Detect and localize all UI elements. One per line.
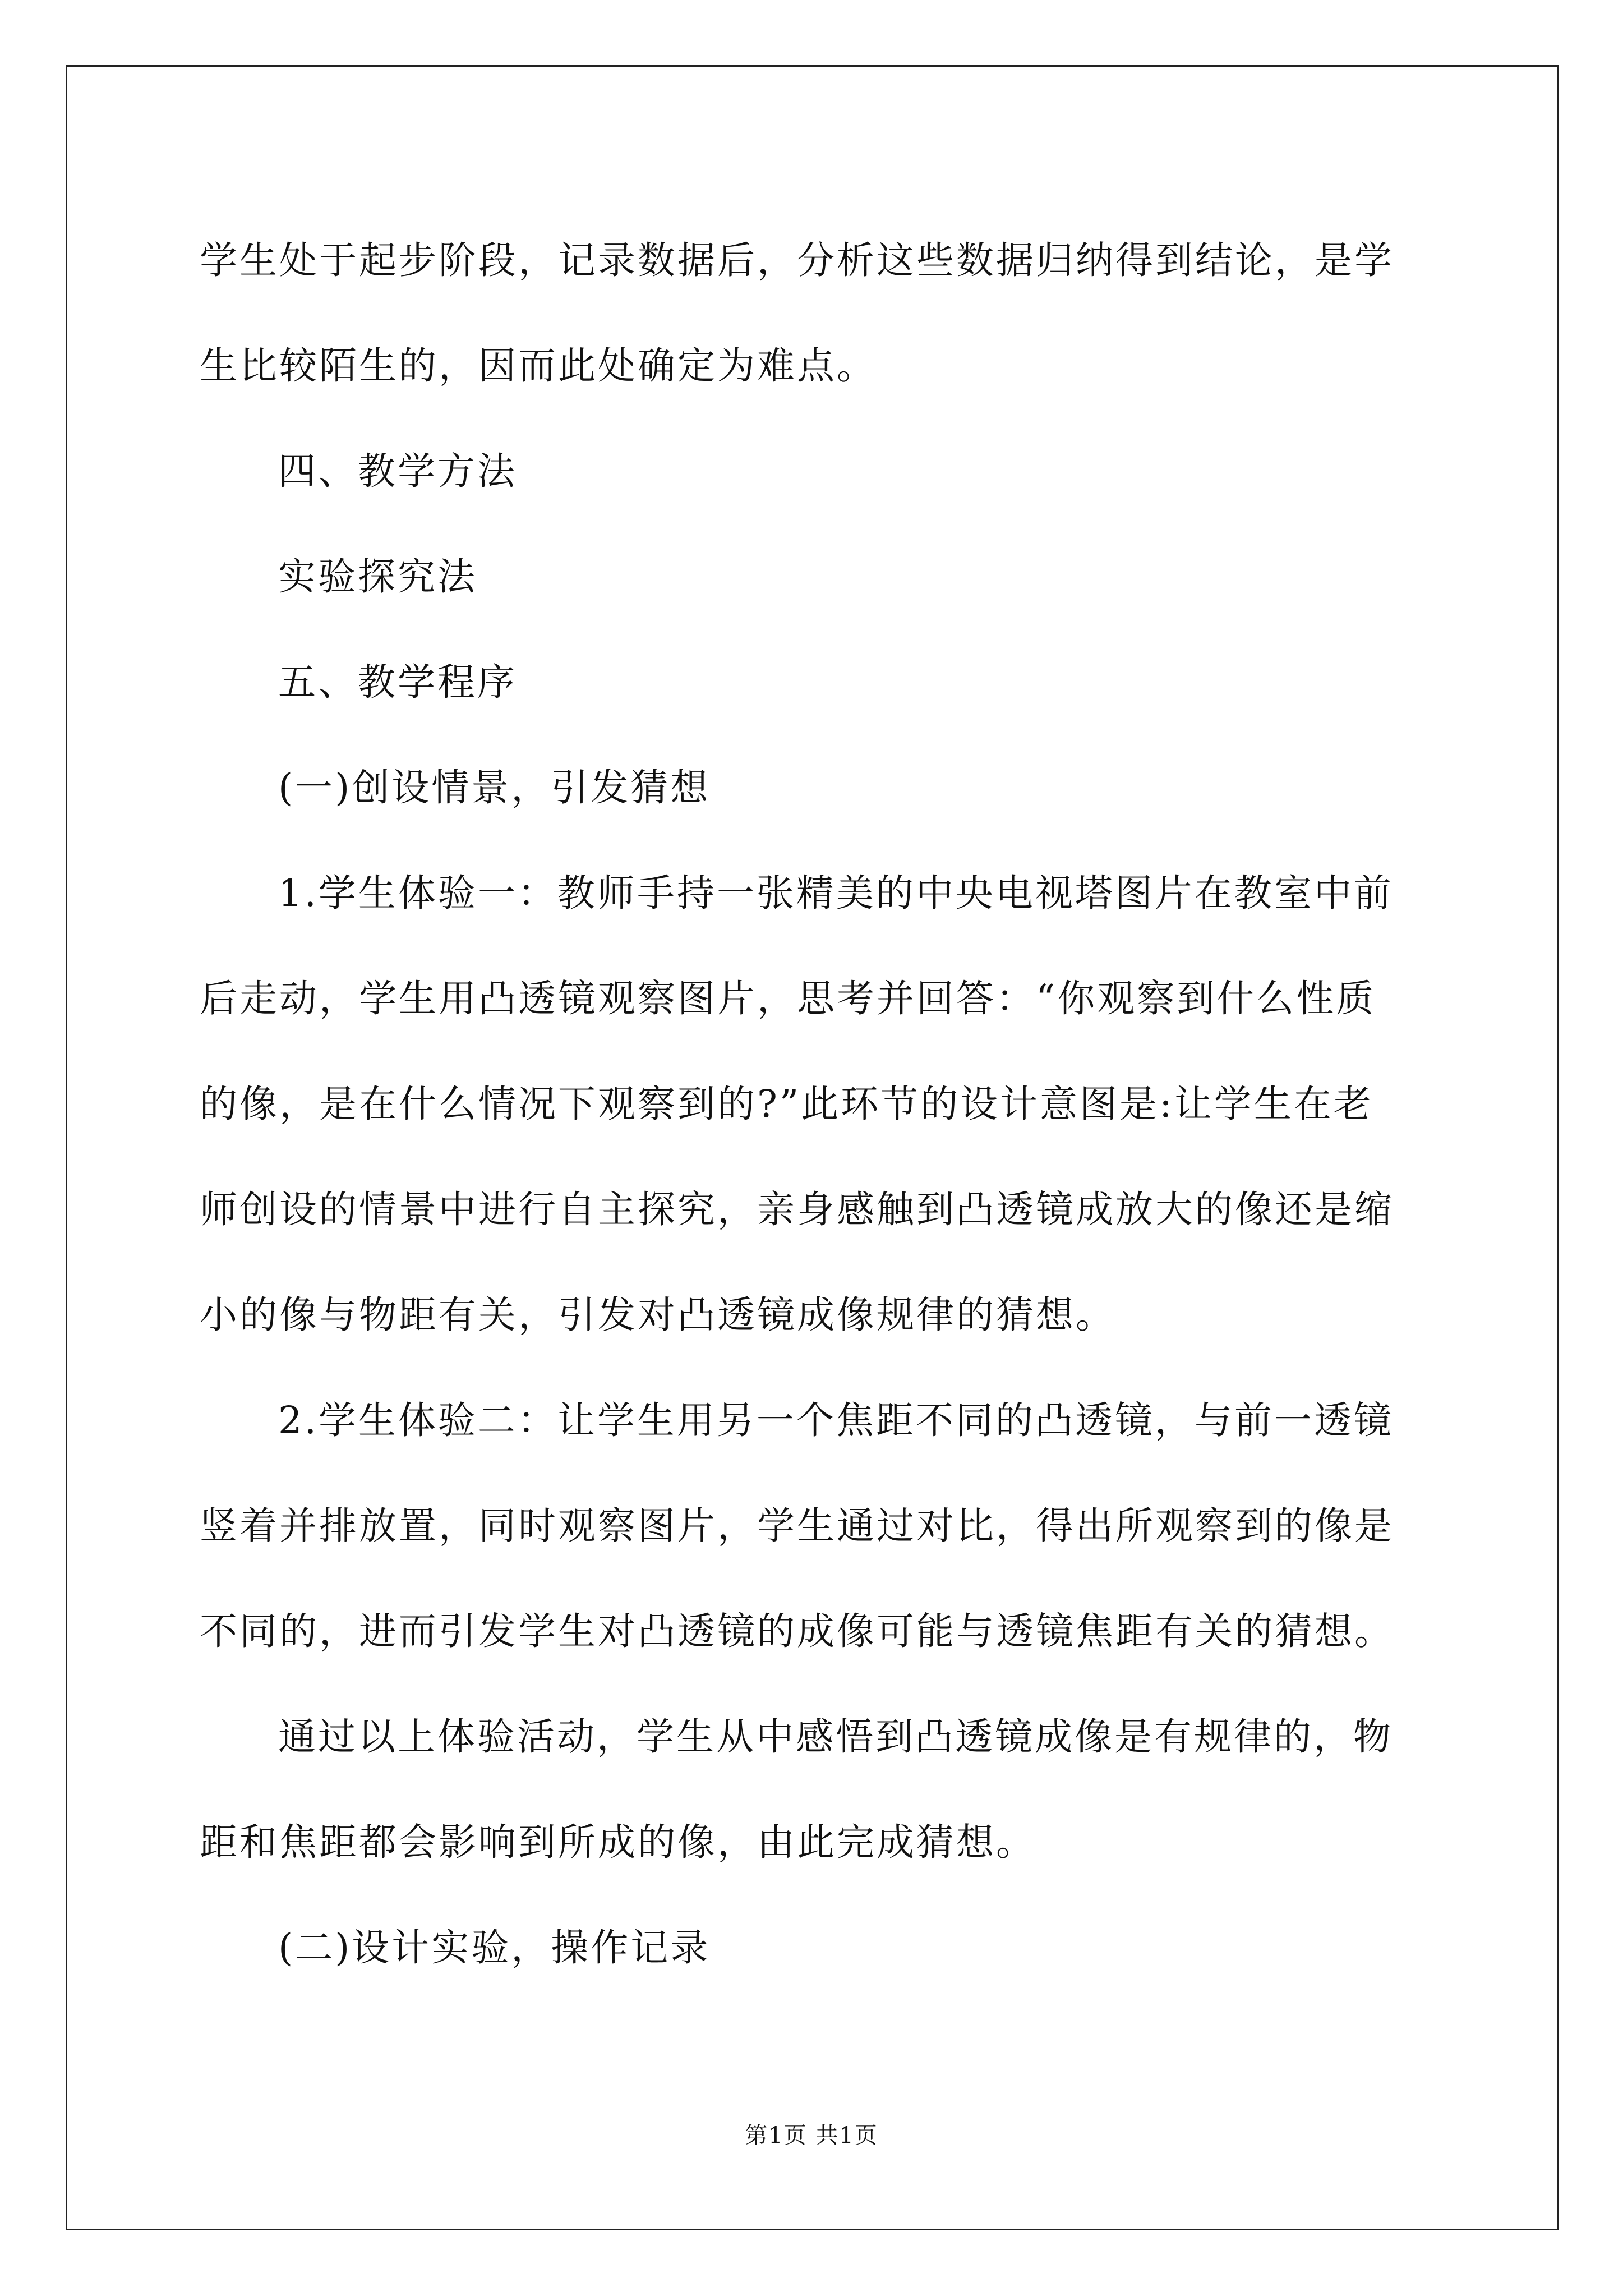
text-line: 不同的，进而引发学生对凸透镜的成像可能与透镜焦距有关的猜想。 bbox=[200, 1609, 1394, 1653]
subsection-heading: (二)设计实验，操作记录 bbox=[278, 1926, 711, 1970]
document-body bbox=[200, 208, 1433, 2000]
page-number-footer: 第1页 共1页 bbox=[745, 2123, 878, 2148]
text-line: 师创设的情景中进行自主探究，亲身感触到凸透镜成放大的像还是缩 bbox=[200, 1188, 1394, 1231]
text-line: 距和焦距都会影响到所成的像，由此完成猜想。 bbox=[200, 1820, 1036, 1864]
subsection-heading: (一)创设情景，引发猜想 bbox=[278, 766, 711, 809]
text-line: 1.学生体验一：教师手持一张精美的中央电视塔图片在教室中前 bbox=[278, 871, 1394, 915]
text-line: 实验探究法 bbox=[278, 555, 477, 599]
text-line: 后走动，学生用凸透镜观察图片，思考并回答：“你观察到什么性质 bbox=[200, 977, 1376, 1020]
section-heading: 五、教学程序 bbox=[278, 660, 517, 704]
text-line: 2.学生体验二：让学生用另一个焦距不同的凸透镜，与前一透镜 bbox=[278, 1398, 1394, 1442]
text-line: 生比较陌生的，因而此处确定为难点。 bbox=[200, 344, 877, 388]
text-line: 通过以上体验活动，学生从中感悟到凸透镜成像是有规律的，物 bbox=[278, 1715, 1393, 1759]
text-line: 的像，是在什么情况下观察到的?”此环节的设计意图是:让学生在老 bbox=[200, 1082, 1373, 1126]
text-line: 小的像与物距有关，引发对凸透镜成像规律的猜想。 bbox=[200, 1293, 1115, 1337]
text-line: 学生处于起步阶段，记录数据后，分析这些数据归纳得到结论，是学 bbox=[200, 238, 1394, 282]
text-line: 竖着并排放置，同时观察图片，学生通过对比，得出所观察到的像是 bbox=[200, 1504, 1394, 1548]
section-heading: 四、教学方法 bbox=[278, 449, 517, 493]
